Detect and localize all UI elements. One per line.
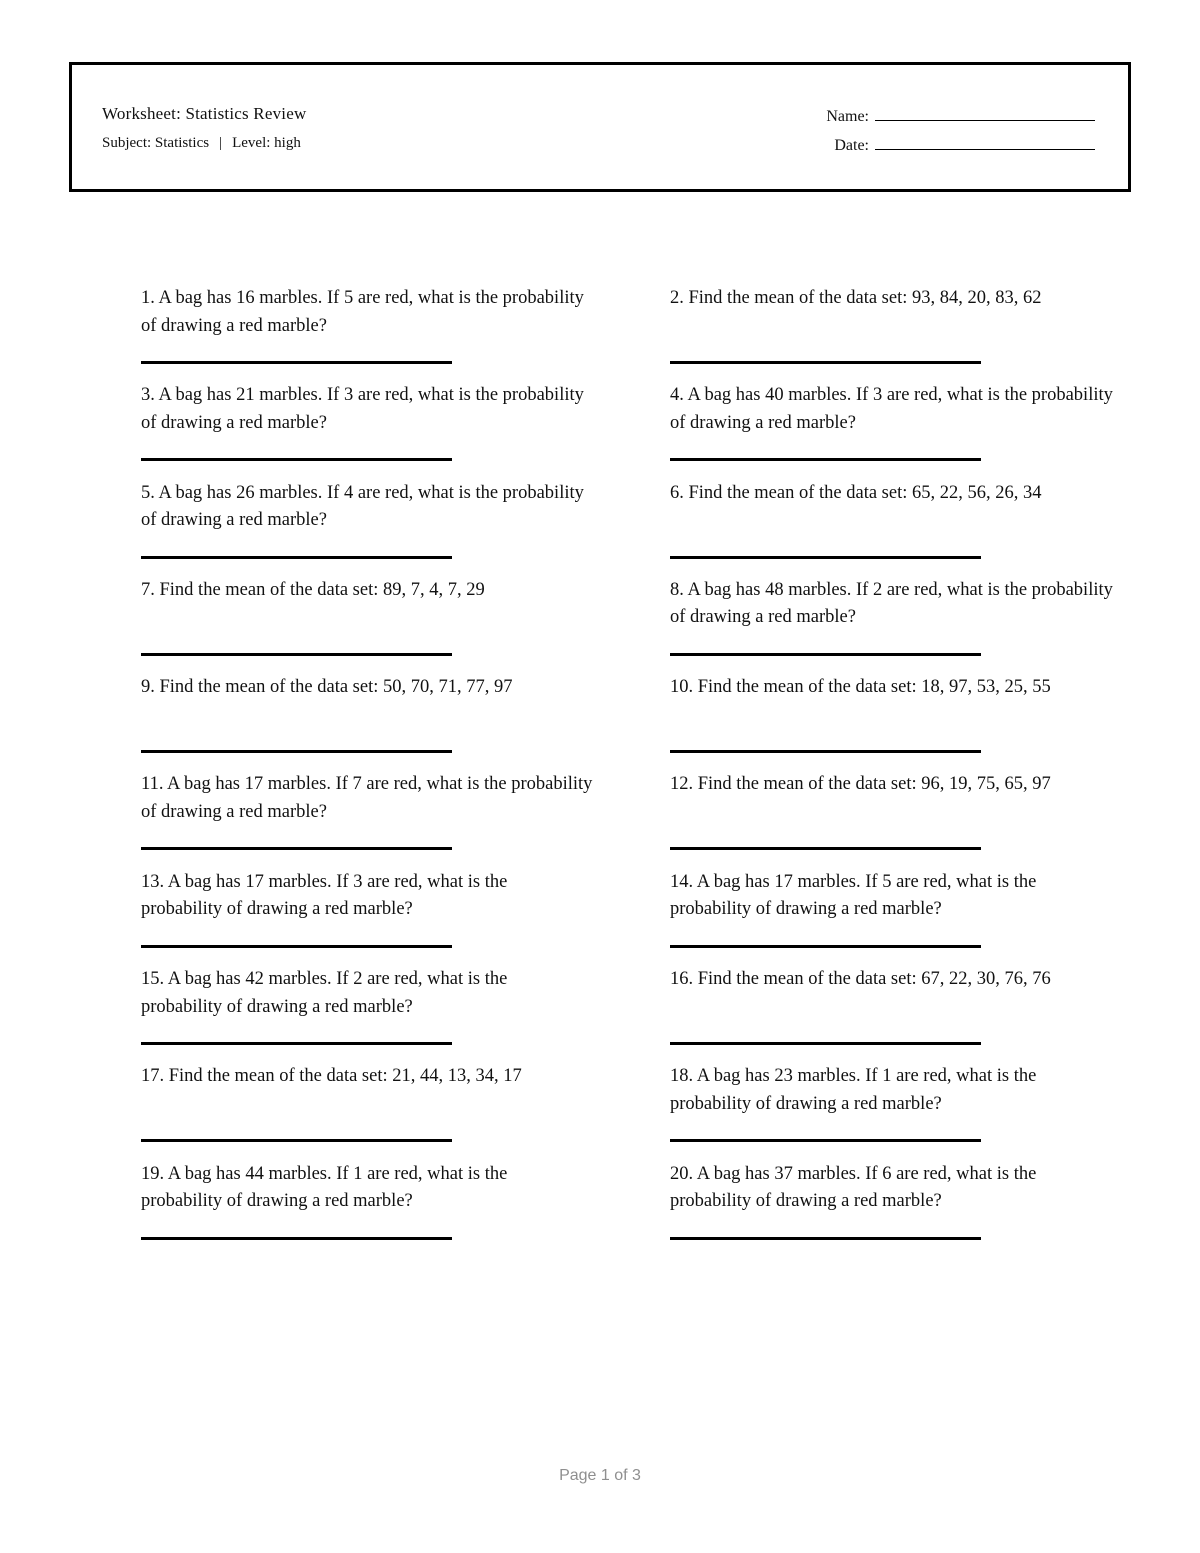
question-item	[141, 382, 593, 479]
question-text: 7. Find the mean of the data set: 89, 7, 4, 7, 29	[141, 579, 485, 600]
worksheet-title: Worksheet: Statistics Review	[102, 104, 307, 123]
level-label: Level: high	[232, 135, 301, 151]
question-item	[141, 1161, 593, 1258]
question-text: 11. A bag has 17 marbles. If 7 are red, what is the probability of drawing a red marble?	[141, 774, 593, 822]
question-text: 4. A bag has 40 marbles. If 3 are red, what is the probability of drawing a red marble?	[670, 385, 1113, 433]
answer-line[interactable]	[670, 1042, 981, 1045]
answer-line[interactable]	[141, 750, 452, 753]
question-item	[141, 869, 593, 966]
answer-line[interactable]	[141, 1237, 452, 1240]
date-label: Date:	[834, 137, 869, 154]
question-item	[670, 674, 1122, 771]
answer-line[interactable]	[141, 556, 452, 559]
answer-line[interactable]	[670, 458, 981, 461]
question-text: 12. Find the mean of the data set: 96, 19, 75, 65, 97	[670, 774, 1051, 795]
name-label: Name:	[826, 108, 869, 125]
question-text: 5. A bag has 26 marbles. If 4 are red, what is the probability of drawing a red marble?	[141, 482, 584, 531]
question-item	[141, 674, 593, 771]
answer-line[interactable]	[670, 653, 981, 656]
question-text: 16. Find the mean of the data set: 67, 22, 30, 76, 76	[670, 969, 1051, 990]
separator: |	[219, 135, 223, 151]
question-item	[670, 771, 1122, 868]
date-blank[interactable]	[875, 135, 1095, 150]
subject-level-line	[102, 135, 301, 152]
question-item	[670, 1063, 1122, 1160]
question-text: 1. A bag has 16 marbles. If 5 are red, what is the probability of drawing a red marble?	[141, 288, 584, 336]
question-item	[670, 966, 1122, 1063]
question-text: 17. Find the mean of the data set: 21, 44, 13, 34, 17	[141, 1066, 522, 1087]
question-text: 18. A bag has 23 marbles. If 1 are red, what is the probability of drawing a red marble?	[670, 1066, 1037, 1114]
subject-label: Subject: Statistics	[102, 135, 210, 151]
name-blank[interactable]	[875, 106, 1095, 121]
question-item	[141, 577, 593, 674]
answer-line[interactable]	[141, 1139, 452, 1142]
question-item	[141, 1063, 593, 1160]
answer-line[interactable]	[141, 1042, 452, 1045]
answer-line[interactable]	[670, 1237, 981, 1240]
question-item	[670, 285, 1122, 382]
page-number: Page 1 of 3	[559, 1467, 641, 1484]
question-text: 2. Find the mean of the data set: 93, 84, 20, 83, 62	[670, 288, 1042, 308]
question-item	[141, 285, 593, 382]
question-text: 8. A bag has 48 marbles. If 2 are red, what is the probability of drawing a red marble?	[670, 579, 1113, 628]
answer-line[interactable]	[141, 653, 452, 656]
question-text: 9. Find the mean of the data set: 50, 70, 71, 77, 97	[141, 677, 513, 698]
question-text: 10. Find the mean of the data set: 18, 97, 53, 25, 55	[670, 677, 1051, 698]
date-field[interactable]	[834, 135, 1095, 155]
question-item	[670, 577, 1122, 674]
answer-line[interactable]	[141, 361, 452, 364]
worksheet-header	[69, 62, 1131, 192]
answer-line[interactable]	[670, 361, 981, 364]
question-text: 6. Find the mean of the data set: 65, 22, 56, 26, 34	[670, 482, 1042, 503]
questions-grid	[141, 285, 1113, 1258]
question-text: 13. A bag has 17 marbles. If 3 are red, what is the probability of drawing a red marble?	[141, 871, 508, 920]
question-item	[141, 966, 593, 1063]
question-text: 20. A bag has 37 marbles. If 6 are red, what is the probability of drawing a red marble?	[670, 1163, 1037, 1212]
question-item	[670, 480, 1122, 577]
question-text: 3. A bag has 21 marbles. If 3 are red, what is the probability of drawing a red marble?	[141, 385, 584, 433]
question-item	[141, 480, 593, 577]
answer-line[interactable]	[141, 945, 452, 948]
answer-line[interactable]	[141, 847, 452, 850]
answer-line[interactable]	[670, 556, 981, 559]
answer-line[interactable]	[141, 458, 452, 461]
answer-line[interactable]	[670, 1139, 981, 1142]
question-item	[141, 771, 593, 868]
question-item	[670, 1161, 1122, 1258]
answer-line[interactable]	[670, 750, 981, 753]
name-field[interactable]	[826, 106, 1095, 126]
question-text: 14. A bag has 17 marbles. If 5 are red, what is the probability of drawing a red marble?	[670, 871, 1037, 920]
question-item	[670, 869, 1122, 966]
question-item	[670, 382, 1122, 479]
question-text: 15. A bag has 42 marbles. If 2 are red, what is the probability of drawing a red marble?	[141, 969, 508, 1017]
answer-line[interactable]	[670, 847, 981, 850]
answer-line[interactable]	[670, 945, 981, 948]
question-text: 19. A bag has 44 marbles. If 1 are red, what is the probability of drawing a red marble?	[141, 1163, 508, 1212]
